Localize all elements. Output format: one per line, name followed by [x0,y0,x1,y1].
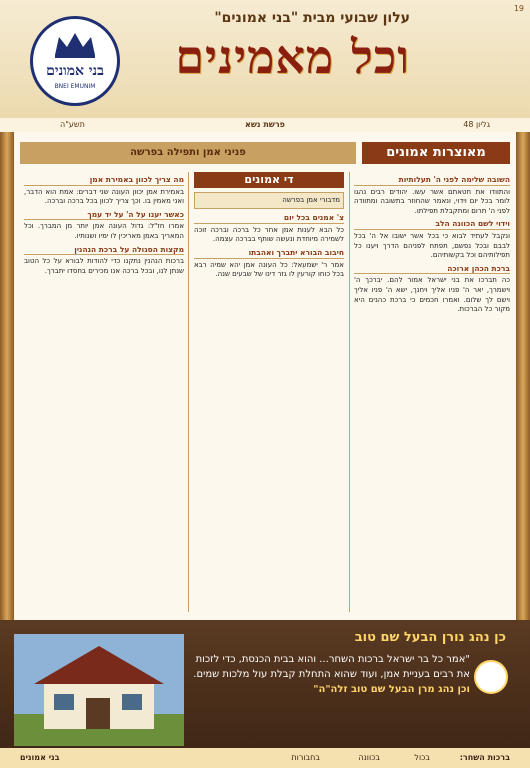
article-heading: צ' אמנים בכל יום [194,213,344,224]
article-text: והתוודו את חטאתם אשר עשו. יהודים רבים נהגו לומר בכל יום וידוי, ונאמר שהחוזר בתשובה ומתוודה לפני ה' תרום ומתקבלת תפילתו. [354,187,510,215]
article-heading: חיבוב הבורא יתברך ואהבתו [194,248,344,259]
issue-infobar [0,118,530,133]
crown-icon [51,29,99,59]
column-divider [188,172,189,612]
masthead-header [0,0,530,121]
box-title: די אמונים [194,172,344,188]
article-heading: מקצות הסגולה על ברכת הנהנין [24,245,184,256]
column-left [24,172,184,612]
corner-number: 19 [513,4,524,13]
bnei-emunim-logo [30,16,120,106]
tagline: עלון שבועי מבית "בני אמונים" [214,10,410,26]
ad-body [180,652,470,697]
parasha-name: פרשת נשא [245,120,285,129]
article-text: ברכות הנהנין נתקנו כדי להודות לבורא על כל הטוב שנתן לנו, ובכל ברכה אנו מכירים בחסדו יתברך. [24,257,184,275]
column-divider [349,172,350,612]
bnei-emunim-badge-icon [474,660,508,694]
issue-number: גליון 48 [463,120,490,129]
article-text: אמר ר' ישמעאל: כל העונה אמן יהא שמיה רבא בכל כוחו קורעין לו גזר דינו של שבעים שנה. [194,260,344,279]
article-text: אמרו חז"ל: גדול העונה אמן יותר מן המברך. וכל המאריך באמן מאריכין לו ימיו ושנותיו. [24,222,184,240]
article-text: ונקבל לעתיד לבוא כי בכל אשר ישובו אל ה' בכל לבבם ובכל נפשם, תפתח לפניהם הדרך ויענו כל תפילותיהם וכל בקשותיהם. [354,231,510,260]
article-content [14,132,516,620]
house-illustration [14,634,184,746]
ad-headline: כן נהג נורן הבעל שם טוב [354,630,506,645]
box-subtitle: מדבורי אמן בפרשה [194,192,344,210]
ad-footer [0,748,530,768]
column-right [354,172,510,612]
advertisement-banner [0,620,530,768]
footer-label: ברכות השחר: [459,753,510,762]
right-frame-border [516,132,530,620]
ad-body-text: "אמר כל בר ישראל ברכות השחר... והוא בבית הכנסת, כדי לזכות את רבים בעניית אמן, ועוד שהוא התחלת קבלת עול מלכות שמים. [193,654,470,680]
ad-body-emphasis: וכן נהג מרן הבעל שם טוב זלה"ה" [313,684,470,695]
left-frame-border [0,132,14,620]
logo-subtext: BNEI EMUNIM [54,83,96,90]
article-text: כל הבא לענות אמן אחר כל ברכה וברכה זוכה לשמירה מיוחדת ונעשה שותף בברכה עצמה. [194,225,344,244]
article-heading: וידוי לשם הכוונה הלב [354,219,510,230]
footer-item: בכוונה [358,753,380,762]
footer-item: בחבורות [291,753,320,762]
issue-year: תשע"ה [60,120,85,129]
article-text: כה תברכו את בני ישראל אמור להם. יברכך ה' וישמרך, יאר ה' פניו אליך ויחנך, ישא ה' פניו אליך וישם לך שלום. ואמרו חכמים כי ברכת כהנים היא מקור כל הברכות. [354,276,510,314]
article-heading: כאשר יענו על ה' על יד עמך [24,210,184,221]
article-heading: ברכת הכהן ארוכה [354,264,510,275]
middle-section-title: פניני אמן ותפילה בפרשה [20,142,356,164]
column-middle [194,172,344,612]
logo-text: בני אמונים [46,63,104,79]
footer-item: בכול [414,753,430,762]
right-column-title: מאוצרות אמונים [362,142,510,164]
masthead-title: וכל מאמינים [175,30,410,84]
article-heading: השובה שלימה לפני ה' תעלותיות [354,175,510,186]
article-heading: מה צריך לכוון באמירת אמן [24,175,184,186]
article-text: באמירת אמן יכוון העונה שני דברים: אמת הוא הדבר, ואני מאמין בו. וכך צריך לכוון בכל ברכה וברכה. [24,187,184,206]
footer-sign: בני אמונים [20,753,60,762]
